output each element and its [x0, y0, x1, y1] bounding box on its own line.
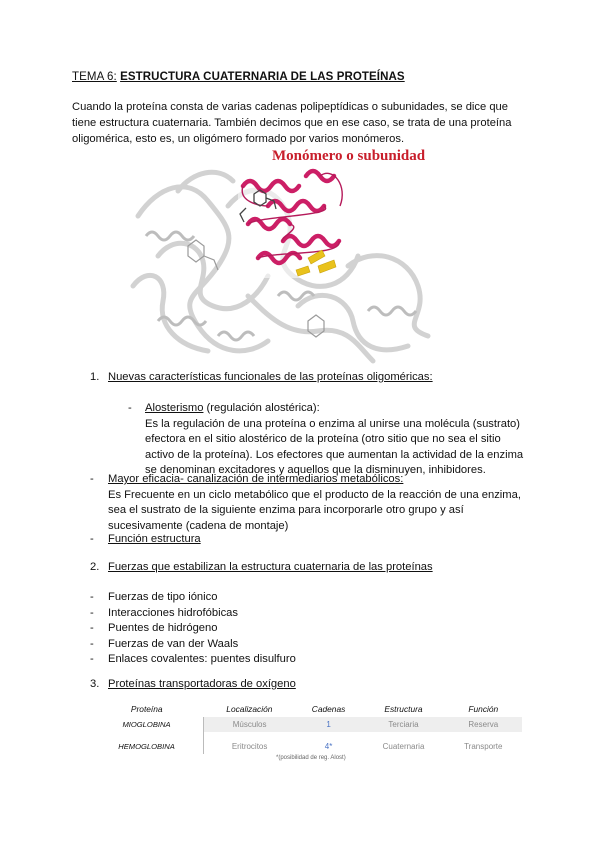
force-item-4: Fuerzas de van der Waals [108, 637, 239, 650]
cell-funcion: Reserva [445, 717, 521, 732]
bullet-dash: - [90, 473, 94, 485]
cell-cadenas: 4* [324, 742, 333, 751]
cell-protein-name: HEMOGLOBINA [90, 732, 204, 754]
cell-funcion: Transporte [464, 742, 503, 751]
section-1-number: 1. [90, 371, 100, 383]
cell-cadenas: 1 [295, 717, 362, 732]
section-3-title: Proteínas transportadoras de oxígeno [108, 678, 296, 690]
alosterismo-rest: (regulación alostérica): [203, 402, 320, 414]
list-item: - Fuerzas de tipo iónico [90, 591, 218, 603]
intro-paragraph: Cuando la proteína consta de varias cadenas polipeptídicas o subunidades, se dice que tiene estructura cuaternaria. También decimos que en ese caso, se trata de una proteína oligomérica, esto es, un oligómero formado por varios monómeros. [72, 101, 512, 145]
col-header-proteina: Proteína [130, 704, 163, 714]
cell-localizacion: Músculos [204, 717, 296, 732]
table-header-row [90, 702, 522, 717]
page-title [72, 71, 405, 83]
table-row [90, 732, 522, 754]
col-header-localizacion: Localización [226, 704, 273, 714]
oxygen-proteins-table [90, 702, 522, 754]
funcion-term: Función estructura [108, 533, 201, 545]
section-3-number: 3. [90, 678, 100, 690]
force-item-3: Puentes de hidrógeno [108, 622, 218, 634]
table-footnote: *(posibilidad de reg. Alost) [276, 755, 346, 761]
list-item: - Interacciones hidrofóbicas [90, 606, 238, 619]
col-header-estructura: Estructura [384, 704, 423, 714]
table-row [90, 717, 522, 732]
forces-list [90, 590, 296, 668]
force-item-5: Enlaces covalentes: puentes disulfuro [108, 653, 296, 665]
list-item: - Puentes de hidrógeno [90, 622, 218, 634]
cell-estructura: Cuaternaria [382, 742, 425, 751]
alosterismo-line-3: activo de la proteína). Los efectores que aumentan la actividad de la enzima [145, 448, 524, 461]
alosterismo-term: Alosterismo [145, 402, 204, 414]
bullet-dash: - [90, 533, 94, 545]
list-item: - Enlaces covalentes: puentes disulfuro [90, 653, 296, 665]
figure-caption: Monómero o subunidad [272, 148, 426, 164]
alosterismo-line-2: efectora en el sitio alostérico de la proteína (otro sitio que no sea el sitio [145, 433, 501, 445]
section-2-number: 2. [90, 561, 100, 573]
cell-protein-name: MIOGLOBINA [90, 717, 204, 732]
col-header-funcion: Función [468, 704, 499, 714]
force-item-1: Fuerzas de tipo iónico [108, 591, 218, 603]
eficacia-line-1: Es Frecuente en un ciclo metabólico que el producto de la reacción de una enzima, [108, 488, 521, 501]
protein-structure-figure [118, 146, 458, 368]
force-item-2: Interacciones hidrofóbicas [108, 606, 238, 619]
section-2-title: Fuerzas que estabilizan la estructura cuaternaria de las proteínas [108, 561, 433, 573]
alosterismo-line-1: Es la regulación de una proteína o enzima al unirse una molécula (sustrato) [145, 417, 520, 430]
list-item: - Fuerzas de van der Waals [90, 637, 239, 650]
section-1-title: Nuevas características funcionales de las proteínas oligoméricas: [108, 371, 433, 383]
title-main: ESTRUCTURA CUATERNARIA DE LAS PROTEÍNAS [120, 71, 405, 83]
col-header-cadenas: Cadenas [311, 704, 346, 714]
eficacia-term: Mayor eficacia- canalización de intermediarios metabólicos: [108, 473, 404, 485]
cell-localizacion: Eritrocitos [231, 742, 268, 751]
eficacia-line-2: sea el sustrato de la siguiente enzima para incorporarle otro grupo y así [108, 504, 464, 516]
monomer-subunit [238, 168, 342, 278]
alosterismo-line-4: se denominan excitadores y aquellos que la disminuyen, inhibidores. [145, 464, 486, 476]
title-prefix: TEMA 6: [72, 71, 117, 83]
bullet-dash: - [128, 402, 132, 414]
cell-estructura: Terciaria [362, 717, 445, 732]
eficacia-line-3: sucesivamente (cadena de montaje) [108, 519, 289, 532]
